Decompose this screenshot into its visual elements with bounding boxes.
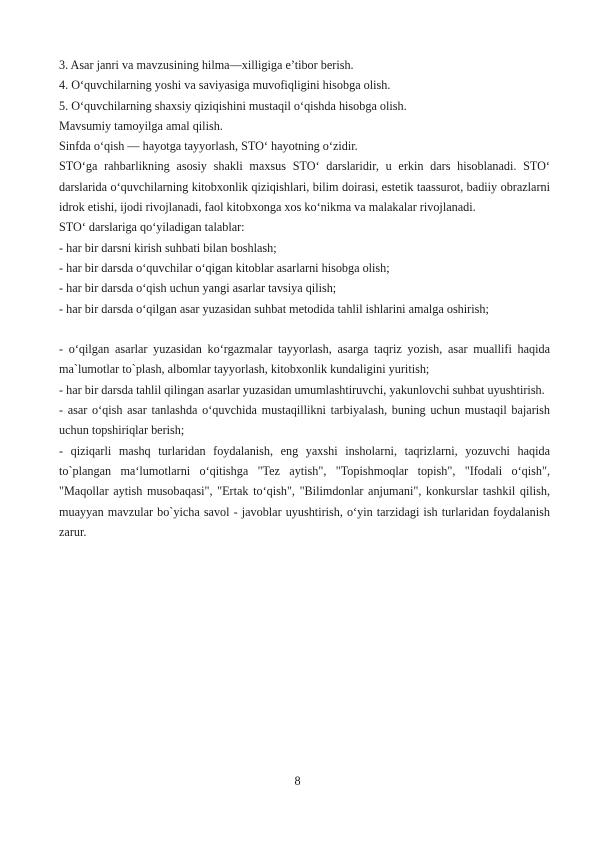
- list-item: - qiziqarli mashq turlaridan foydalanish, eng yaxshi insholarni, taqrizlarni, yozuvchi haqida to`plangan ma‘lumotlarni o‘qitishga "Tez aytish", "Topishmoqlar topish", "Ifodali o‘qish", "Maqollar aytish musobaqasi", "Ertak to‘qish", "Bilimdonlar anjumani", konkurslar tashkil qilish, muayyan mavzular bo`yicha savol - javoblar uyushtirish, o‘yin tarzidagi ish turlaridan foydalanish zarur.: [59, 443, 550, 539]
- text-line: 5. O‘quvchilarning shaxsiy qiziqishini mustaqil o‘qishda hisobga olish.: [59, 98, 407, 113]
- document-page: [59, 55, 550, 542]
- list-item: - har bir darsni kirish suhbati bilan boshlash;: [59, 240, 277, 255]
- list-item: - har bir darsda o‘qish uchun yangi asarlar tavsiya qilish;: [59, 281, 337, 296]
- text-line: Mavsumiy tamoyilga amal qilish.: [59, 118, 223, 133]
- text-line: 3. Asar janri va mavzusining hilma—xilligiga e’tibor berish.: [59, 58, 354, 72]
- list-item: - asar o‘qish asar tanlashda o‘quvchida mustaqillikni tarbiyalash, buning uchun mustaqil bajarish uchun topshiriqlar berish;: [59, 403, 550, 438]
- blank-line: [59, 319, 550, 339]
- page-number: 8: [294, 774, 301, 788]
- text-line: Sinfda o‘qish — hayotga tayyorlash, STO‘ hayotning o‘zidir.: [59, 139, 358, 154]
- list-item: - har bir darsda tahlil qilingan asarlar yuzasidan umumlashtiruvchi, yakunlovchi suhbat uyushtirish.: [59, 382, 545, 397]
- paragraph-sto-lessons: STO‘ga rahbarlikning asosiy shakli maxsus STO‘ darslaridir, u erkin dars hisoblanadi. STO‘ darslarida o‘quvchilarning kitobxonlik qiziqishlari, bilim doirasi, estetik taassurot, badiiy obrazlarni idrok etishi, ijodi rivojlanadi, faol kitobxonga xos ko‘nikma va malakalar rivojlanadi.: [59, 159, 550, 215]
- list-item: - har bir darsda o‘quvchilar o‘qigan kitoblar asarlarni hisobga olish;: [59, 260, 390, 275]
- requirements-heading: STO‘ darslariga qo‘yiladigan talablar:: [59, 220, 245, 235]
- text-line: 4. O‘quvchilarning yoshi va saviyasiga muvofiqligini hisobga olish.: [59, 78, 391, 93]
- list-item: - o‘qilgan asarlar yuzasidan ko‘rgazmalar tayyorlash, asarga taqriz yozish, asar muallifi haqida ma`lumotlar to`plash, albomlar tayyorlash, kitobxonlik kundaligini yuritish;: [59, 342, 550, 377]
- list-item: - har bir darsda o‘qilgan asar yuzasidan suhbat metodida tahlil ishlarini amalga oshirish;: [59, 301, 489, 316]
